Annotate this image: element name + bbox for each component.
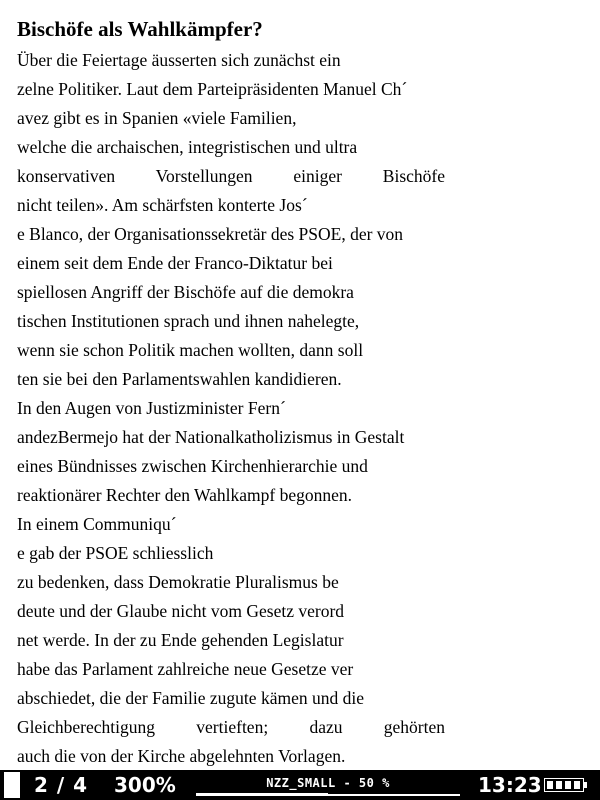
battery-cell <box>556 781 562 789</box>
text-line: eines Bündnisses zwischen Kirchenhierarchie und <box>17 456 368 476</box>
text-line: In einem Communiqu´ <box>17 514 177 534</box>
text-line: zelne Politiker. Laut dem Parteipräsidenten Manuel Ch´ <box>17 79 408 99</box>
text-line: Gleichberechtigung vertieften; dazu gehörten <box>17 717 445 737</box>
battery-cell <box>574 781 580 789</box>
text-line: e Blanco, der Organisationssekretär des PSOE, der von <box>17 224 404 244</box>
zoom-level[interactable]: 300% <box>114 773 176 797</box>
status-bar <box>0 770 600 800</box>
text-line: andezBermejo hat der Nationalkatholizismus in Gestalt <box>17 427 405 447</box>
page-indicator[interactable]: 2 / 4 <box>34 773 89 797</box>
text-line: deute und der Glaube nicht vom Gesetz verord <box>17 601 345 621</box>
bookmark-icon[interactable] <box>4 772 20 798</box>
text-line: spiellosen Angriff der Bischöfe auf die demokra <box>17 282 354 302</box>
text-line: einem seit dem Ende der Franco-Diktatur bei <box>17 253 333 273</box>
article-heading: Bischöfe als Wahlkämpfer? <box>17 17 263 41</box>
text-line: welche die archaischen, integristischen und ultra <box>17 137 358 157</box>
battery-cell <box>565 781 571 789</box>
text-line: nicht teilen». Am schärfsten konterte Jos´ <box>17 195 308 215</box>
battery-cell <box>547 781 553 789</box>
text-line: e gab der PSOE schliesslich <box>17 543 214 563</box>
text-line: net werde. In der zu Ende gehenden Legislatur <box>17 630 344 650</box>
text-line: habe das Parlament zahlreiche neue Gesetze ver <box>17 659 354 679</box>
text-line: Über die Feiertage äusserten sich zunächst ein <box>17 50 341 70</box>
text-line: In den Augen von Justizminister Fern´ <box>17 398 286 418</box>
text-line: ten sie bei den Parlamentswahlen kandidieren. <box>17 369 342 389</box>
book-title: NZZ_SMALL - 50 % <box>266 776 390 790</box>
text-line: abschiedet, die der Familie zugute kämen und die <box>17 688 364 708</box>
reading-progress-bar[interactable] <box>196 774 460 796</box>
text-line: tischen Institutionen sprach und ihnen nahelegte, <box>17 311 360 331</box>
text-line: konservativen Vorstellungen einiger Bischöfe <box>17 166 445 186</box>
text-line: wenn sie schon Politik machen wollten, dann soll <box>17 340 364 360</box>
text-line: reaktionärer Rechter den Wahlkampf begonnen. <box>17 485 353 505</box>
text-line: avez gibt es in Spanien «viele Familien, <box>17 108 297 128</box>
clock: 13:23 <box>478 773 542 797</box>
battery-icon <box>544 778 590 792</box>
text-line: auch die von der Kirche abgelehnten Vorlagen. <box>17 746 346 766</box>
text-line: zu bedenken, dass Demokratie Pluralismus be <box>17 572 339 592</box>
progress-fill <box>196 793 328 796</box>
